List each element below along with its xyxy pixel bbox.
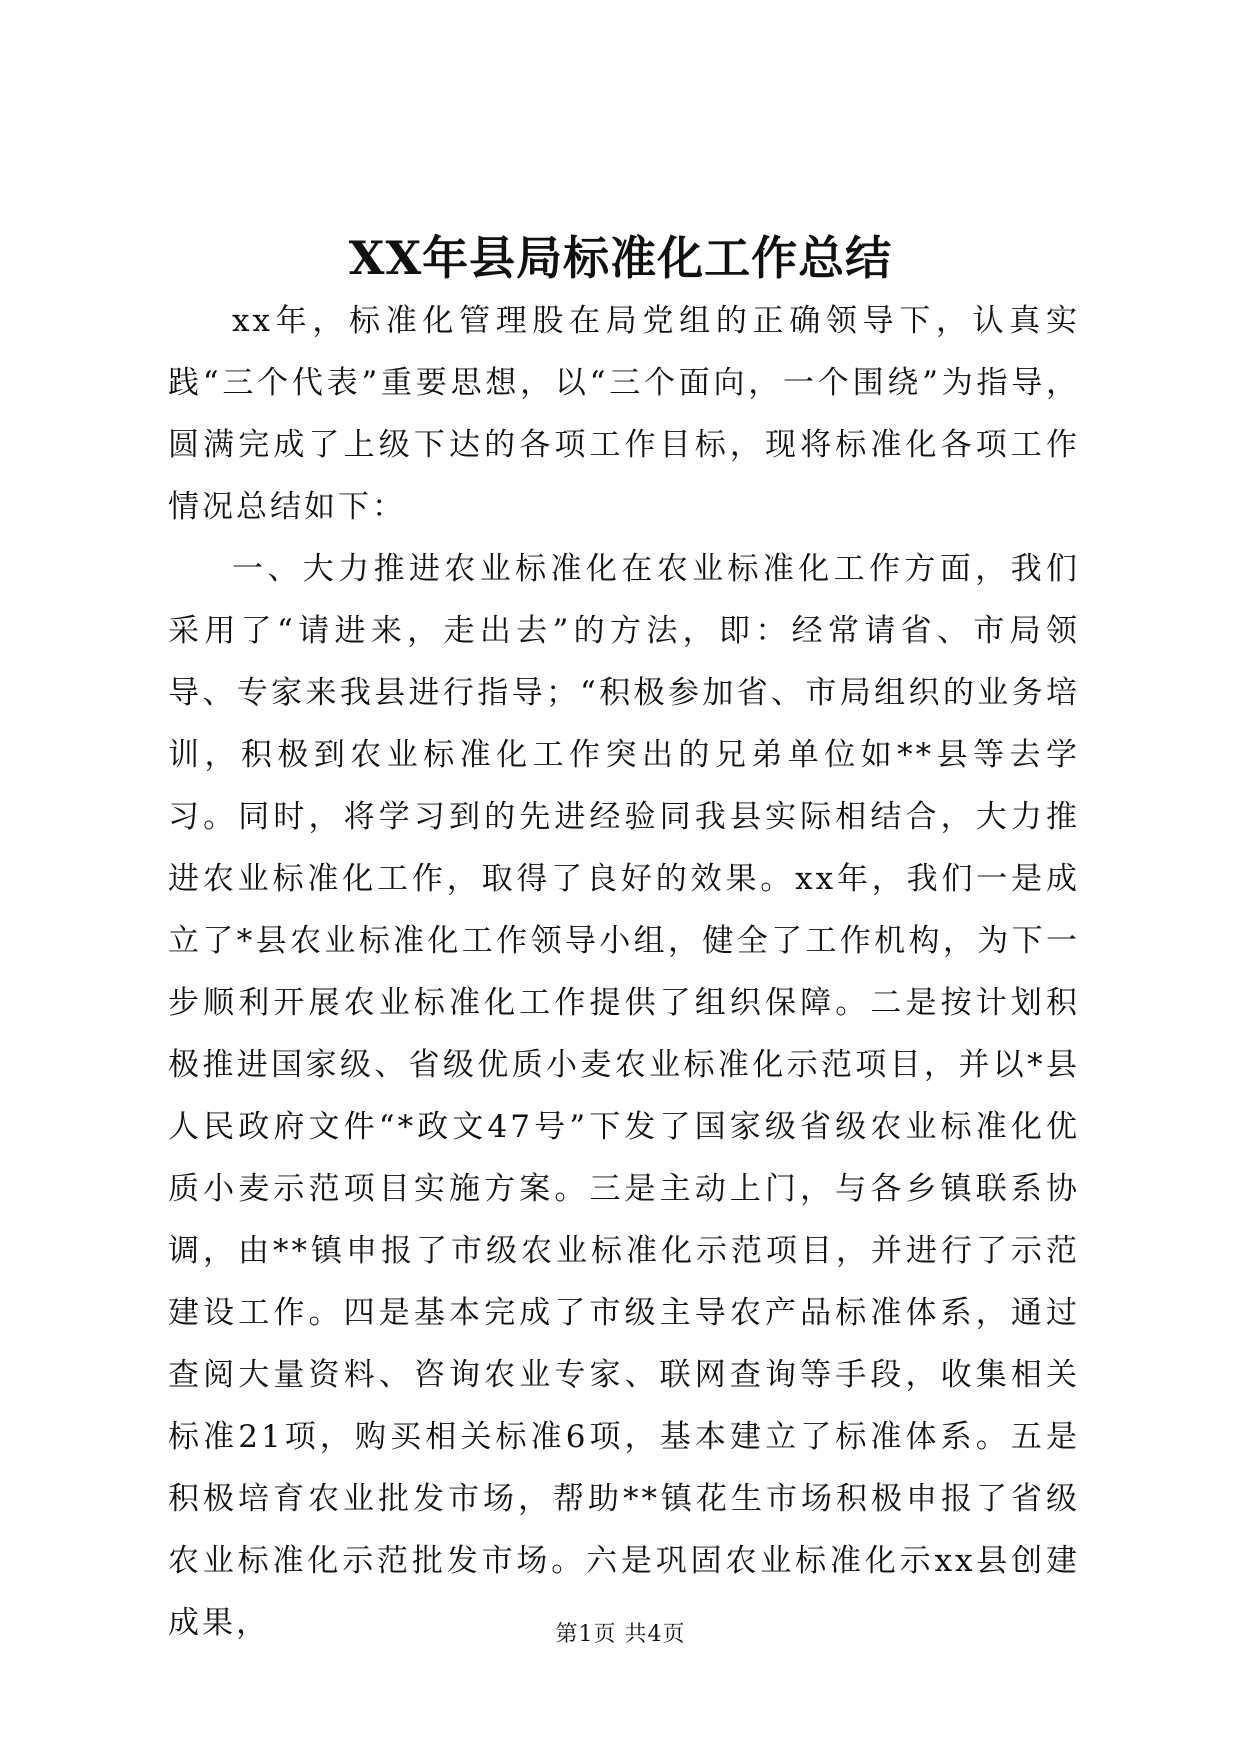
page-number-footer: 第1页 共4页 <box>555 1622 686 1647</box>
paragraph-section-one: 一、大力推进农业标准化在农业标准化工作方面，我们采用了“请进来，走出去”的方法，即：经常请省、市局领导、专家来我县进行指导；“积极参加省、市局组织的业务培训，积极到农业标准化工作突出的兄弟单位如**县等去学习。同时，将学习到的先进经验同我县实际相结合，大力推进农业标准化工作，取得了良好的效果。xx年，我们一是成立了*县农业标准化工作领导小组，健全了工作机构，为下一步顺利开展农业标准化工作提供了组织保障。二是按计划积极推进国家级、省级优质小麦农业标准化示范项目，并以*县人民政府文件“*政文47号”下发了国家级省级农业标准化优质小麦示范项目实施方案。三是主动上门，与各乡镇联系协调，由**镇申报了市级农业标准化示范项目，并进行了示范建设工作。四是基本完成了市级主导农产品标准体系，通过查阅大量资料、咨询农业专家、联网查询等手段，收集相关标准21项，购买相关标准6项，基本建立了标准体系。五是积极培育农业批发市场，帮助**镇花生市场积极申报了省级农业标准化示范批发市场。六是巩固农业标准化示xx县创建成果， <box>168 551 1080 1641</box>
document-body <box>168 290 1080 1654</box>
paragraph-intro: xx年，标准化管理股在局党组的正确领导下，认真实践“三个代表”重要思想，以“三个面向，一个围绕”为指导，圆满完成了上级下达的各项工作目标，现将标准化各项工作情况总结如下： <box>168 303 1080 525</box>
document-title: XX年县局标准化工作总结 <box>348 231 893 285</box>
